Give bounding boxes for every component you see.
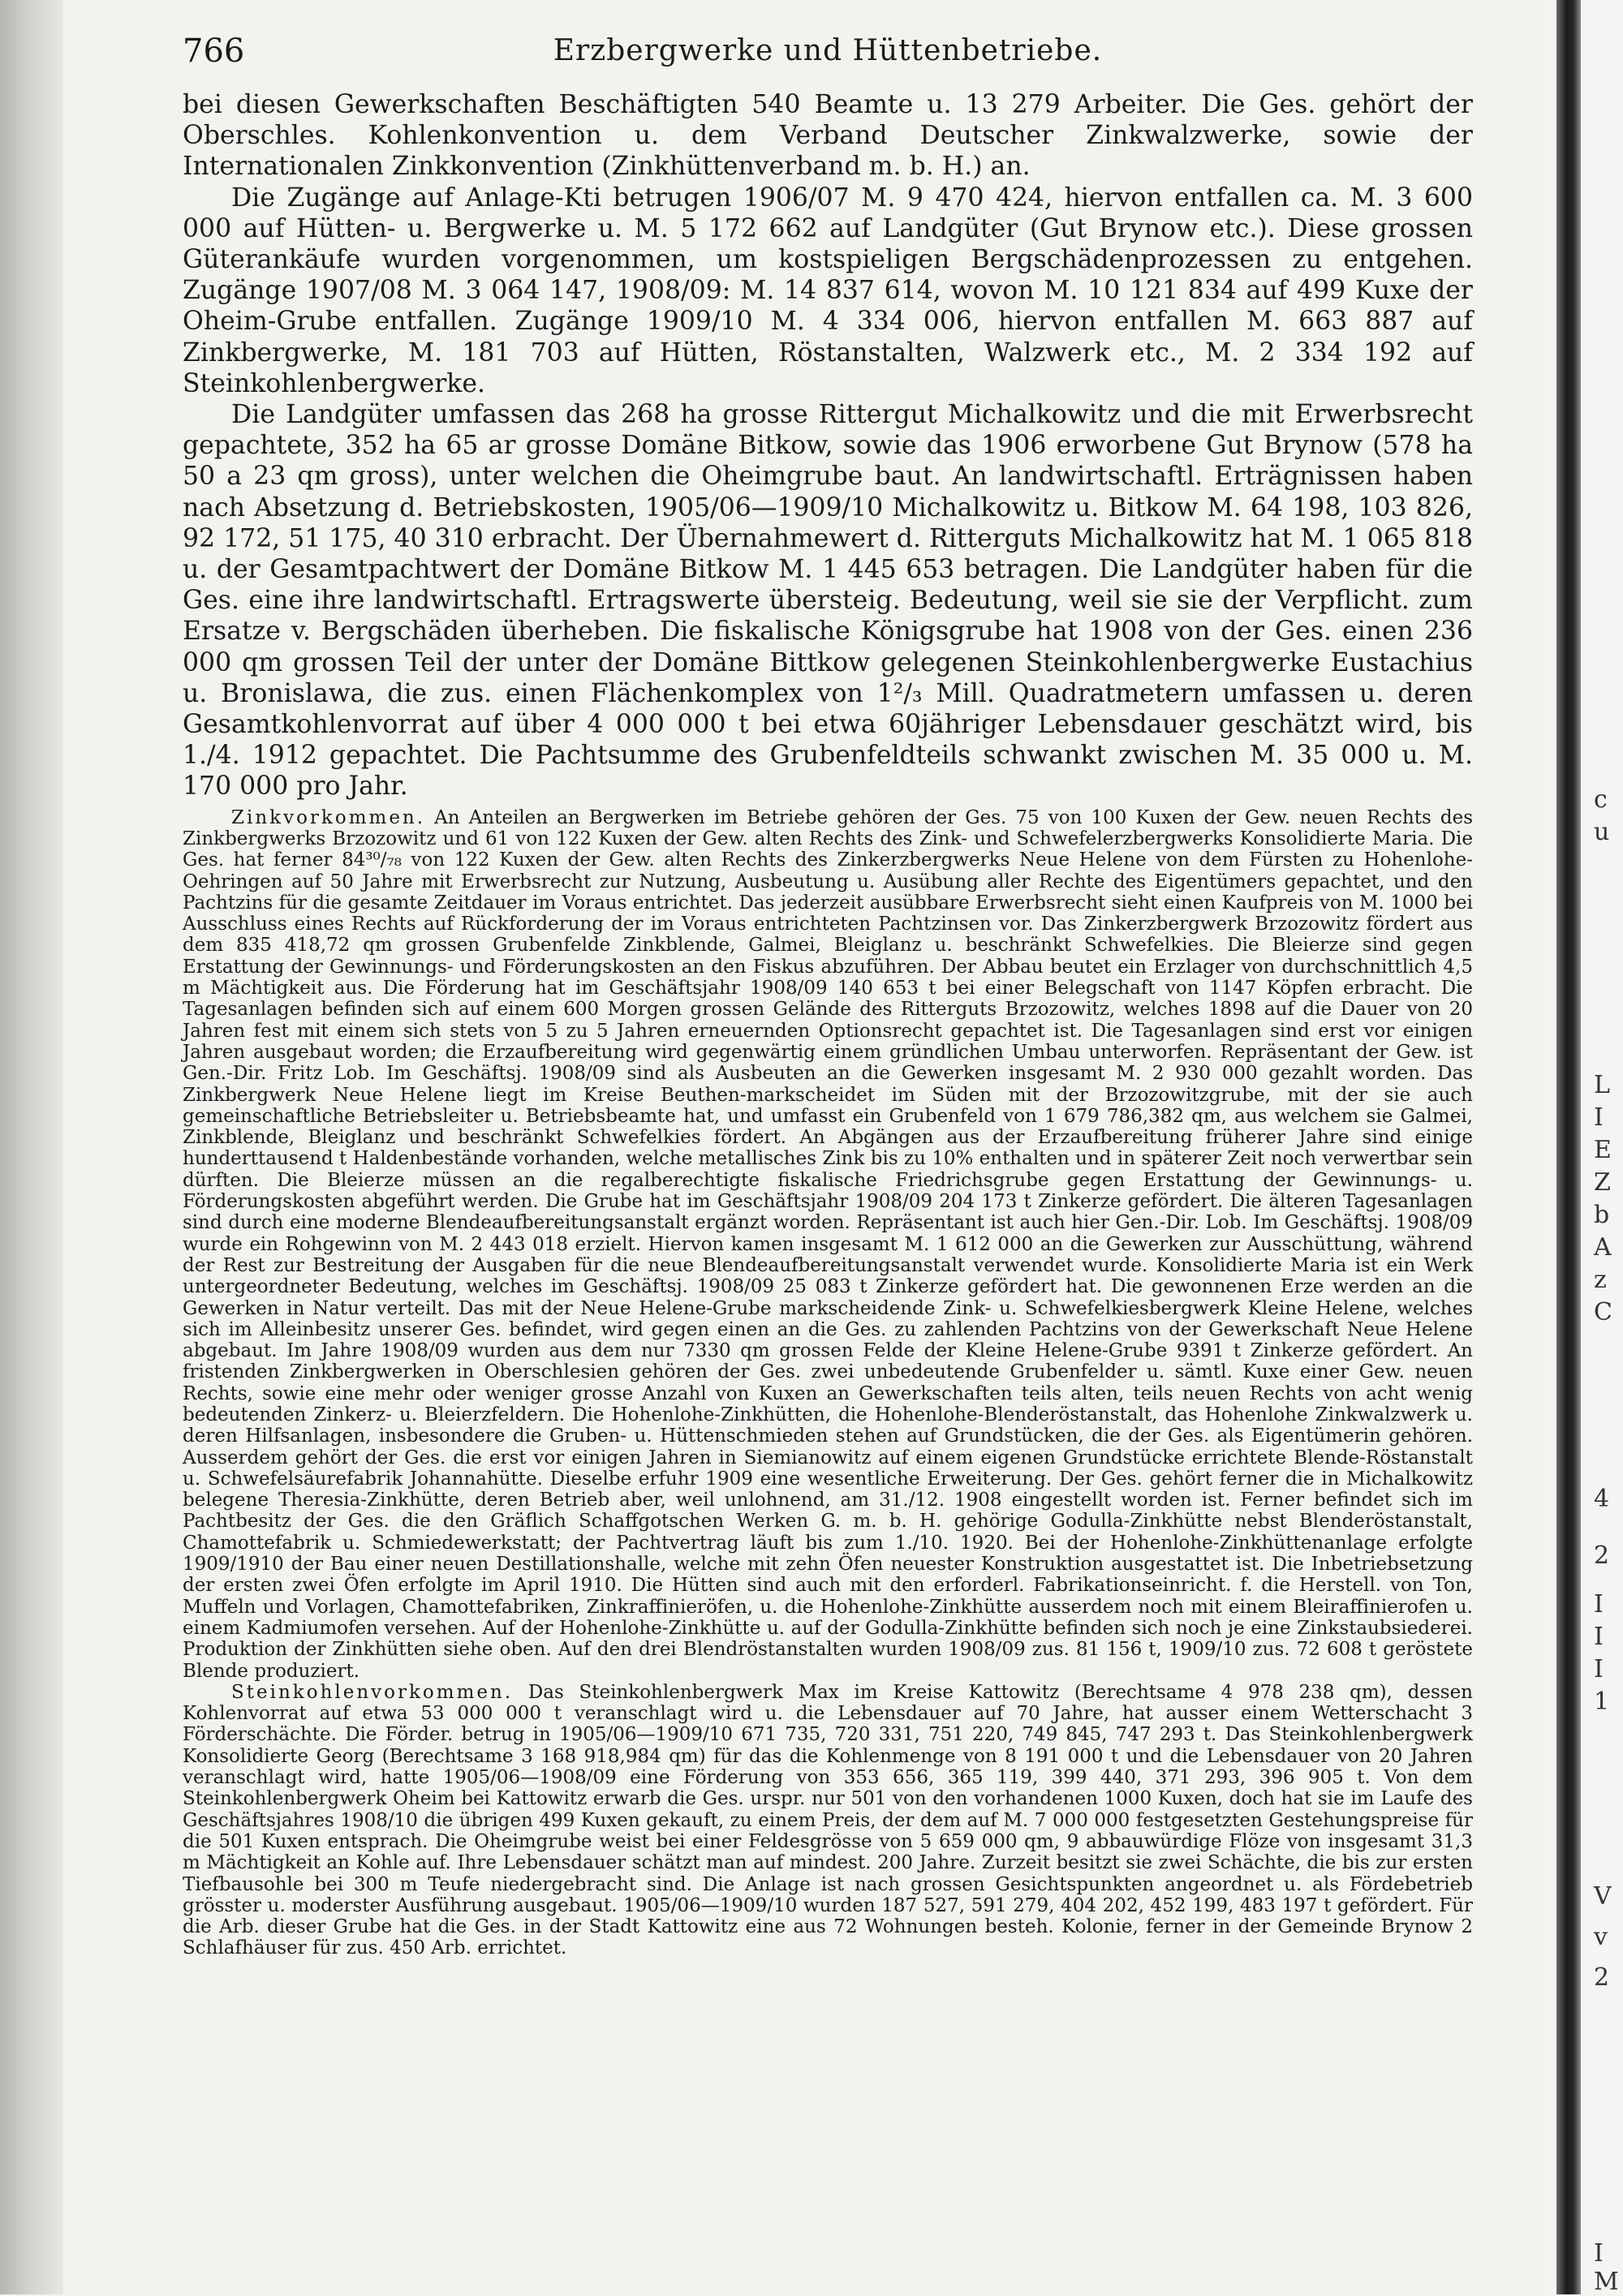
edge-letter: I [1594,1590,1604,1619]
section-label-zinc: Zinkvorkommen. [231,806,426,828]
paragraph-zinc-deposits [183,807,1473,1682]
book-page [183,32,1473,1959]
section-label-coal: Steinkohlenvorkommen. [231,1681,514,1703]
edge-letter: L [1594,1071,1610,1099]
edge-letter: M [1594,2268,1619,2296]
page-header [183,32,1473,89]
edge-letter: 4 [1594,1485,1610,1513]
edge-letter: C [1594,1298,1612,1326]
coal-deposits-text: Das Steinkohlenbergwerk Max im Kreise Kattowitz (Berechtsame 4 978 238 qm), dessen Kohlenvorrat auf etwa 53 000 000 t veranschlagt wird u. die Lebensdauer auf 70 Jahre, hat ausser einem Wetterschacht 3 Förderschächte. Die Förder. betrug in 1905/06—1909/10 671 735, 720 331, 751 220, 749 845, 747 293 t. Das Steinkohlenbergwerk Konsolidierte Georg (Berechtsame 3 168 918,984 qm) für das die Kohlenmenge von 8 191 000 t und die Lebensdauer von 20 Jahren veranschlagt wird, hatte 1905/06—1908/09 eine Förderung von 353 656, 365 119, 399 440, 371 293, 396 905 t. Von dem Steinkohlenbergwerk Oheim bei Kattowitz erwarb die Ges. urspr. nur 501 von den vorhandenen 1000 Kuxen, doch hat sie im Laufe des Geschäftsjahres 1908/10 die übrigen 499 Kuxen gekauft, zu einem Preis, der dem auf M. 7 000 000 festgesetzten Gestehungspreise für die 501 Kuxen entsprach. Die Oheimgrube weist bei einer Feldesgrösse von 5 659 000 qm, 9 abbauwürdige Flöze von insgesamt 31,3 m Mächtigkeit an Kohle auf. Ihre Lebensdauer schätzt man auf mindest. 200 Jahre. Zurzeit besitzt sie zwei Schächte, die bis zur ersten Tiefbausohle bei 300 m Teufe niedergebracht sind. Die Anlage ist nach grossen Gesichtspunkten angeordnet u. als Fördebetrieb grösster u. moderster Ausführung ausgebaut. 1905/06—1909/10 wurden 187 527, 591 279, 404 202, 452 199, 483 197 t gefördert. Für die Arb. dieser Grube hat die Ges. in der Stadt Kattowitz eine aus 72 Wohnungen besteh. Kolonie, ferner in der Gemeinde Brynow 2 Schlafhäuser für zus. 450 Arb. errichtet. [183,1681,1473,1959]
small-print-section [183,807,1473,1959]
edge-letter: E [1594,1136,1612,1164]
edge-letter: I [1594,1623,1604,1651]
edge-letter: 2 [1594,1963,1610,1992]
edge-letter: z [1594,1266,1607,1294]
page-gutter [1556,0,1581,2294]
scan-margin-left [0,0,63,2294]
edge-letter: A [1594,1233,1612,1262]
paragraph-coal-deposits [183,1682,1473,1959]
edge-letter: I [1594,1103,1604,1132]
running-head: Erzbergwerke und Hüttenbetriebe. [553,34,1103,67]
edge-letter: I [1594,2239,1604,2268]
edge-letter: v [1594,1923,1608,1951]
edge-letter: u [1594,818,1610,846]
paragraph-asset-additions: Die Zugänge auf Anlage-Kti betrugen 1906/07 M. 9 470 424, hiervon entfallen ca. M. 3 600 000 auf Hütten- u. Bergwerke u. M. 5 172 662 auf Landgüter (Gut Brynow etc.). Diese grossen Güterankäufe wurden vorgenommen, um kostspieligen Bergschädenprozessen zu entgehen. Zugänge 1907/08 M. 3 064 147, 1908/09: M. 14 837 614, wovon M. 10 121 834 auf 499 Kuxe der Oheim-Grube entfallen. Zugänge 1909/10 M. 4 334 006, hiervon entfallen M. 663 887 auf Zinkbergwerke, M. 181 703 auf Hütten, Röstanstalten, Walzwerk etc., M. 2 334 192 auf Steinkohlenbergwerke. [183,183,1473,398]
page-number: 766 [183,32,245,70]
paragraph-land-estates: Die Landgüter umfassen das 268 ha grosse Rittergut Michalkowitz und die mit Erwerbsrecht gepachtete, 352 ha 65 ar grosse Domäne Bitkow, sowie das 1906 erworbene Gut Brynow (578 ha 50 a 23 qm gross), unter welchen die Oheimgrube baut. An landwirtschaftl. Erträgnissen haben nach Absetzung d. Betriebskosten, 1905/06—1909/10 Michalkowitz u. Bitkow M. 64 198, 103 826, 92 172, 51 175, 40 310 erbracht. Der Übernahmewert d. Ritterguts Michalkowitz hat M. 1 065 818 u. der Gesamtpachtwert der Domäne Bitkow M. 1 445 653 betragen. Die Landgüter haben für die Ges. eine ihre landwirtschaftl. Ertragswerte übersteig. Bedeutung, weil sie sie der Verpflicht. zum Ersatze v. Bergschäden überheben. Die fiskalische Königsgrube hat 1908 von der Ges. einen 236 000 qm grossen Teil der unter der Domäne Bittkow gelegenen Steinkohlenbergwerke Eustachius u. Bronislawa, die zus. einen Flächenkomplex von 1²/₃ Mill. Quadratmetern umfassen u. deren Gesamtkohlenvorrat auf über 4 000 000 t bei etwa 60jähriger Lebensdauer geschätzt wird, bis 1./4. 1912 gepachtet. Die Pachtsumme des Grubenfeldteils schwankt zwischen M. 35 000 u. M. 170 000 pro Jahr. [183,400,1473,802]
edge-letter: c [1594,785,1608,814]
edge-letter: Z [1594,1168,1611,1197]
edge-letter: 2 [1594,1541,1610,1570]
edge-letter: b [1594,1201,1610,1229]
main-text [183,89,1473,802]
edge-letter: V [1594,1882,1612,1911]
zinc-deposits-text: An Anteilen an Bergwerken im Betriebe gehören der Ges. 75 von 100 Kuxen der Gew. neuen Rechts des Zinkbergwerks Brzozowitz und 61 von 122 Kuxen der Gew. alten Rechts des Zink- und Schwefelerzbergwerks Konsolidierte Maria. Die Ges. hat ferner 84³⁰/₇₈ von 122 Kuxen der Gew. alten Rechts des Zinkerzbergwerks Neue Helene von dem Fürsten zu Hohenlohe-Oehringen auf 50 Jahre mit Erwerbsrecht zur Nutzung, Ausbeutung u. Ausübung aller Rechte des Eigentümers gepachtet, und den Pachtzins für die gesamte Zeitdauer im Voraus entrichtet. Das jederzeit ausübbare Erwerbsrecht sieht einen Kaufpreis von M. 1000 bei Ausschluss eines Rechts auf Rückforderung der im Voraus entrichteten Pachtzinsen vor. Das Zinkerzbergwerk Brzozowitz fördert aus dem 835 418,72 qm grossen Grubenfelde Zinkblende, Galmei, Bleiglanz u. beschränkt Schwefelkies. Die Bleierze sind gegen Erstattung der Gewinnungs- und Förderungskosten an den Fiskus abzuführen. Der Abbau beutet ein Erzlager von durchschnittlich 4,5 m Mächtigkeit aus. Die Förderung hat im Geschäftsjahr 1908/09 140 653 t bei einer Belegschaft von 1147 Köpfen erbracht. Die Tagesanlagen befinden sich auf einem 600 Morgen grossen Gelände des Ritterguts Brzozowitz, welches 1898 auf die Dauer von 20 Jahren fest mit einem sich stets von 5 zu 5 Jahren erneuernden Optionsrecht gepachtet ist. Die Tagesanlagen sind erst vor einigen Jahren ausgebaut worden; die Erzaufbereitung wird gegenwärtig einem gründlichen Umbau unterworfen. Repräsentant der Gew. ist Gen.-Dir. Fritz Lob. Im Geschäftsj. 1908/09 sind als Ausbeuten an die Gewerken insgesamt M. 2 930 000 gezahlt worden. Das Zinkbergwerk Neue Helene liegt im Kreise Beuthen-markscheidet im Süden mit der Brzozowitzgrube, mit der sie auch gemeinschaftliche Betriebsleiter u. Betriebsbeamte hat, und umfasst ein Grubenfeld von 1 679 786,382 qm, aus welchem sie Galmei, Zinkblende, Bleiglanz und beschränkt Schwefelkies fördert. An Abgängen aus der Erzaufbereitung früherer Jahre sind einige hunderttausend t Haldenbestände vorhanden, welche metallisches Zink bis zu 10% enthalten und in späterer Zeit noch verwertbar sein dürften. Die Bleierze müssen an die regalberechtigte fiskalische Friedrichsgrube gegen Erstattung der Gewinnungs- u. Förderungskosten abgeführt werden. Die Grube hat im Geschäftsjahr 1908/09 204 173 t Zinkerze gefördert. Die älteren Tagesanlagen sind durch eine moderne Blendeaufbereitungsanstalt ergänzt worden. Repräsentant ist auch hier Gen.-Dir. Lob. Im Geschäftsj. 1908/09 wurde ein Rohgewinn von M. 2 443 018 erzielt. Hiervon kamen insgesamt M. 1 612 000 an die Gewerken zur Ausschüttung, während der Rest zur Bestreitung der Ausgaben für die neue Blendeaufbereitungsanstalt verwendet wurde. Konsolidierte Maria ist ein Werk untergeordneter Bedeutung, welches im Geschäftsj. 1908/09 25 083 t Zinkerze gefördert hat. Die gewonnenen Erze werden an die Gewerken in Natur verteilt. Das mit der Neue Helene-Grube markscheidende Zink- u. Schwefelkiesbergwerk Kleine Helene, welches sich im Alleinbesitz unserer Ges. befindet, wird gegen einen an die Ges. zu zahlenden Pachtzins von der Gewerkschaft Neue Helene abgebaut. Im Jahre 1908/09 wurden aus dem nur 7330 qm grossen Felde der Kleine Helene-Grube 9391 t Zinkerze gefördert. An fristenden Zinkbergwerken in Oberschlesien gehören der Ges. zwei unbedeutende Grubenfelder u. sämtl. Kuxe einer Gew. neuen Rechts, sowie eine mehr oder weniger grosse Anzahl von Kuxen an Gewerkschaften teils alten, teils neuen Rechts von acht wenig bedeutenden Zinkerz- u. Bleierzfeldern. Die Hohenlohe-Zinkhütten, die Hohenlohe-Blenderöstanstalt, das Hohenlohe Zinkwalzwerk u. deren Hilfsanlagen, insbesondere die Gruben- u. Hüttenschmieden stehen auf Grundstücken, die der Ges. als Eigentümerin gehören. Ausserdem gehört der Ges. die erst vor einigen Jahren in Siemianowitz auf einem eigenen Grundstücke errichtete Blende-Röstanstalt u. Schwefelsäurefabrik Johannahütte. Dieselbe erfuhr 1909 eine wesentliche Erweiterung. Der Ges. gehört ferner die in Michalkowitz belegene Theresia-Zinkhütte, deren Betrieb aber, weil unlohnend, am 31./12. 1908 eingestellt worden ist. Ferner befindet sich im Pachtbesitz der Ges. die den Gräflich Schaffgotschen Werken G. m. b. H. gehörige Godulla-Zinkhütte nebst Blenderöstanstalt, Chamottefabrik u. Schmiedewerkstatt; der Pachtvertrag läuft bis zum 1./10. 1920. Bei der Hohenlohe-Zinkhüttenanlage erfolgte 1909/1910 der Bau einer neuen Destillationshalle, welche mit zehn Öfen neuester Konstruktion ausgestattet ist. Die Inbetriebsetzung der ersten zwei Öfen erfolgte im April 1910. Die Hütten sind auch mit den erforderl. Fabrikationseinricht. f. die Herstell. von Ton, Muffeln und Vorlagen, Chamottefabriken, Zinkraffinieröfen, u. die Hohenlohe-Zinkhütte ausserdem noch mit einem Bleiraffinierofen u. einem Kadmiumofen versehen. Auf der Hohenlohe-Zinkhütte u. auf der Godulla-Zinkhütte befinden sich noch je eine Zinkstaubsiederei. Produktion der Zinkhütten siehe oben. Auf den drei Blendröstanstalten wurden 1908/09 zus. 81 156 t, 1909/10 zus. 72 608 t geröstete Blende produziert. [183,806,1473,1682]
edge-letter: 1 [1594,1688,1610,1716]
paragraph-workforce: bei diesen Gewerkschaften Beschäftigten 540 Beamte u. 13 279 Arbeiter. Die Ges. gehört der Oberschles. Kohlenkonvention u. dem Verband Deutscher Zinkwalzwerke, sowie der Internationalen Zinkkonvention (Zinkhüttenverband m. b. H.) an. [183,90,1473,182]
edge-letter: I [1594,1655,1604,1683]
adjacent-page-edge [1591,0,1623,2294]
